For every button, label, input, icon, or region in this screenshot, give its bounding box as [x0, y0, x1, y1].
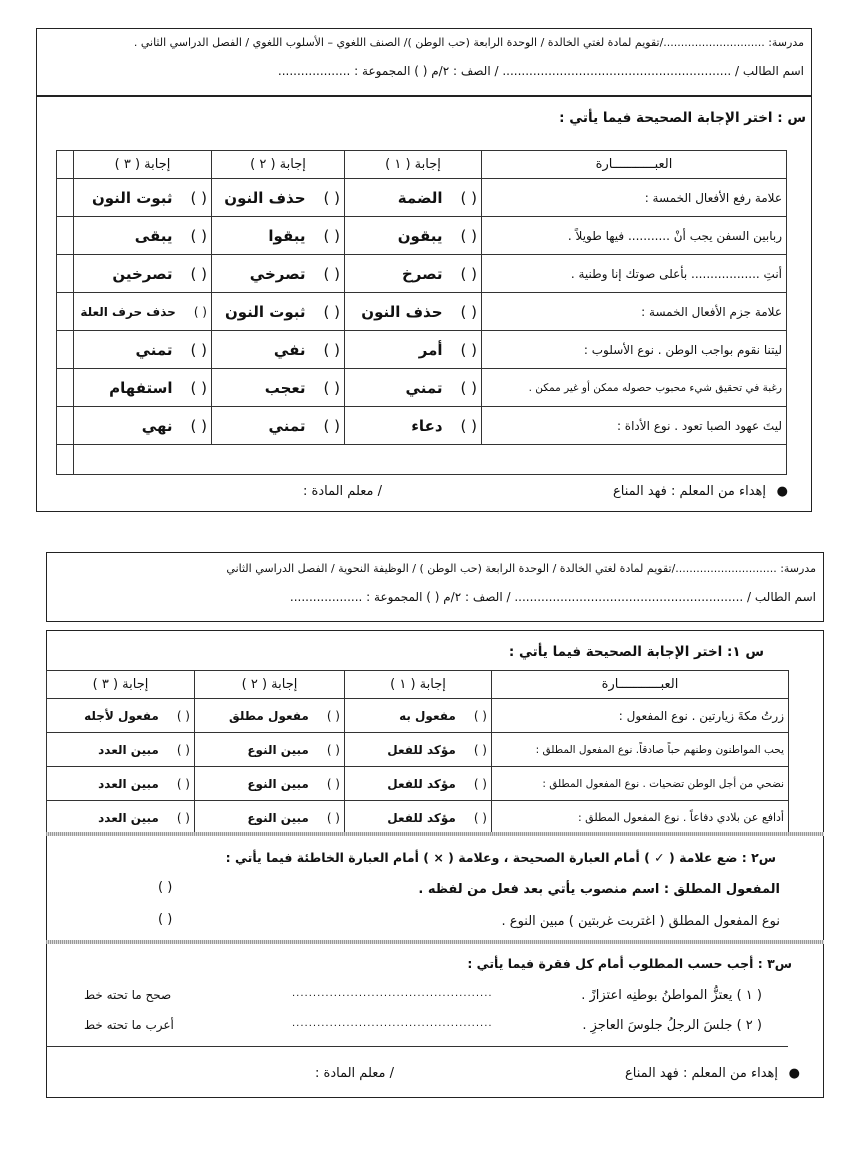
- col-answer3-header: إجابة ( ٣ ): [74, 151, 212, 179]
- bottom-footer-teacher: / معلم المادة :: [315, 1066, 394, 1081]
- q3-item-1: ( ١ ) يعتزُّ المواطنُ بوطنِه اعتزازً .: [581, 988, 762, 1003]
- tf-answer-paren[interactable]: ( ): [158, 912, 173, 927]
- answer-choice-2[interactable]: ( )مبين النوع: [195, 733, 345, 767]
- col-answer3-header: إجابة ( ٣ ): [47, 671, 195, 699]
- statement-text: زرتُ مكةَ زيارتين . نوع المفعول :: [492, 699, 789, 733]
- answer-choice-3[interactable]: ( )تصرخين: [74, 255, 212, 293]
- statement-text: ليتَ عهود الصبا تعود . نوع الأداة :: [482, 407, 787, 445]
- answer-choice-2[interactable]: ( )مبين النوع: [195, 801, 345, 835]
- answer-choice-1[interactable]: ( )مؤكد للفعل: [345, 733, 492, 767]
- top-header-line1: مدرسة: ............................./تقويم لمادة لغتي الخالدة / الوحدة الرابعة (حب الوطن )/ الصنف اللغوي – الأسلوب اللغوي / الفصل الدراسي الثاني .: [133, 36, 804, 49]
- answer-choice-3[interactable]: ( )يبقى: [74, 217, 212, 255]
- answer-choice-3[interactable]: ( )ثبوت النون: [74, 179, 212, 217]
- answer-choice-2[interactable]: ( )حذف النون: [212, 179, 345, 217]
- answer-choice-1[interactable]: ( )مفعول به: [345, 699, 492, 733]
- answer-choice-1[interactable]: ( )يبقون: [345, 217, 482, 255]
- table-row: [57, 255, 787, 293]
- statement-text: أدافع عن بلادي دفاعاً . نوع المفعول المطلق :: [492, 801, 789, 835]
- col-statement-header: العبـــــــــــارة: [482, 151, 787, 179]
- answer-choice-3[interactable]: ( )نهي: [74, 407, 212, 445]
- answer-choice-3[interactable]: ( )حذف حرف العلة: [74, 293, 212, 331]
- answer-choice-2[interactable]: ( )تمني: [212, 407, 345, 445]
- answer-choice-2[interactable]: ( )نفي: [212, 331, 345, 369]
- answer-choice-3[interactable]: ( )مبين العدد: [47, 767, 195, 801]
- statement-text: علامة جزم الأفعال الخمسة :: [482, 293, 787, 331]
- section-divider: [46, 832, 824, 836]
- top-footer-gift: إهداء من المعلم : فهد المناع: [613, 484, 766, 499]
- col-answer2-header: إجابة ( ٢ ): [195, 671, 345, 699]
- bottom-footer-gift: إهداء من المعلم : فهد المناع: [625, 1066, 778, 1081]
- top-question: س : اختر الإجابة الصحيحة فيما يأتي :: [559, 110, 806, 126]
- answer-choice-2[interactable]: ( )مبين النوع: [195, 767, 345, 801]
- top-footer-bullet: ●: [776, 484, 788, 499]
- statement-text: ليتنا نقوم بواجب الوطن . نوع الأسلوب :: [482, 331, 787, 369]
- table-row-empty: [57, 445, 787, 475]
- q3-answer-line[interactable]: ................................................: [292, 1018, 493, 1029]
- tf-item-2: نوع المفعول المطلق ( اغتربت غربتين ) مبين النوع .: [501, 914, 780, 929]
- table-row: [57, 217, 787, 255]
- bottom-footer-bullet: ●: [788, 1066, 800, 1081]
- col-answer1-header: إجابة ( ١ ): [345, 151, 482, 179]
- table-row: [47, 733, 789, 767]
- col-answer1-header: إجابة ( ١ ): [345, 671, 492, 699]
- top-footer-teacher: / معلم المادة :: [303, 484, 382, 499]
- answer-choice-1[interactable]: ( )مؤكد للفعل: [345, 801, 492, 835]
- statement-text: رغبة في تحقيق شيء محبوب حصوله ممكن أو غير ممكن .: [482, 369, 787, 407]
- answer-choice-1[interactable]: ( )دعاء: [345, 407, 482, 445]
- col-answer2-header: إجابة ( ٢ ): [212, 151, 345, 179]
- table-row: [47, 767, 789, 801]
- answer-choice-3[interactable]: ( )استفهام: [74, 369, 212, 407]
- bottom-header-line1: مدرسة: ............................./تقويم لمادة لغتي الخالدة / الوحدة الرابعة (حب الوطن ) / الوظيفة النحوية / الفصل الدراسي الثاني: [226, 562, 816, 575]
- table-row: [47, 699, 789, 733]
- answer-choice-1[interactable]: ( )الضمة: [345, 179, 482, 217]
- section-divider: [46, 940, 824, 944]
- q3-task-2: أعرب ما تحته خط: [84, 1018, 174, 1032]
- answer-choice-1[interactable]: ( )مؤكد للفعل: [345, 767, 492, 801]
- bottom-question-1: س ١: اختر الإجابة الصحيحة فيما يأتي :: [508, 644, 764, 660]
- answer-choice-1[interactable]: ( )تصرخ: [345, 255, 482, 293]
- q3-answer-line[interactable]: ................................................: [292, 988, 493, 999]
- table-row: [57, 369, 787, 407]
- answer-choice-3[interactable]: ( )مفعول لأجله: [47, 699, 195, 733]
- statement-text: يحب المواطنون وطنهم حباً صادقاً. نوع المفعول المطلق :: [492, 733, 789, 767]
- q3-task-1: صحح ما تحته خط: [84, 988, 172, 1002]
- answer-choice-2[interactable]: ( )ثبوت النون: [212, 293, 345, 331]
- statement-text: أنتِ .................. بأعلى صوتك إنا وطنية .: [482, 255, 787, 293]
- bottom-question-2: س٢ : ضع علامة ( ✓ ) أمام العبارة الصحيحة ، وعلامة ( × ) أمام العبارة الخاطئة فيما يأتي :: [225, 850, 776, 865]
- answer-choice-1[interactable]: ( )تمني: [345, 369, 482, 407]
- answer-choice-1[interactable]: ( )حذف النون: [345, 293, 482, 331]
- col-statement-header: العبـــــــــــارة: [492, 671, 789, 699]
- bottom-question-3: س٣ : أجب حسب المطلوب أمام كل فقرة فيما يأتي :: [467, 956, 792, 971]
- table-row: [57, 407, 787, 445]
- tf-item-1: المفعول المطلق : اسم منصوب يأتي بعد فعل من لفظه .: [418, 882, 780, 897]
- q3-item-2: ( ٢ ) جلسَ الرجلُ جلوسَ العاجزِ .: [582, 1018, 762, 1033]
- answer-choice-2[interactable]: ( )تصرخي: [212, 255, 345, 293]
- answer-choice-1[interactable]: ( )أمر: [345, 331, 482, 369]
- bottom-choice-table: [46, 670, 789, 835]
- statement-text: ربابين السفن يجب أنْ ........... فيها طويلاً .: [482, 217, 787, 255]
- table-row: [47, 801, 789, 835]
- q3-box-border: [46, 1046, 788, 1047]
- answer-choice-2[interactable]: ( )يبقوا: [212, 217, 345, 255]
- table-row: [57, 179, 787, 217]
- table-row: [57, 293, 787, 331]
- top-choice-table: [56, 150, 787, 475]
- answer-choice-3[interactable]: ( )مبين العدد: [47, 801, 195, 835]
- tf-answer-paren[interactable]: ( ): [158, 880, 173, 895]
- answer-choice-2[interactable]: ( )مفعول مطلق: [195, 699, 345, 733]
- answer-choice-2[interactable]: ( )تعجب: [212, 369, 345, 407]
- table-row: [57, 331, 787, 369]
- statement-text: نضحي من أجل الوطن تضحيات . نوع المفعول المطلق :: [492, 767, 789, 801]
- answer-choice-3[interactable]: ( )تمني: [74, 331, 212, 369]
- statement-text: علامة رفع الأفعال الخمسة :: [482, 179, 787, 217]
- answer-choice-3[interactable]: ( )مبين العدد: [47, 733, 195, 767]
- bottom-header-line2: اسم الطالب / ............................................................ / الصف : ٢/م ( ) المجموعة : ...................: [289, 590, 816, 604]
- top-header-line2: اسم الطالب / ............................................................ / الصف : ٢/م ( ) المجموعة : ...................: [277, 64, 804, 78]
